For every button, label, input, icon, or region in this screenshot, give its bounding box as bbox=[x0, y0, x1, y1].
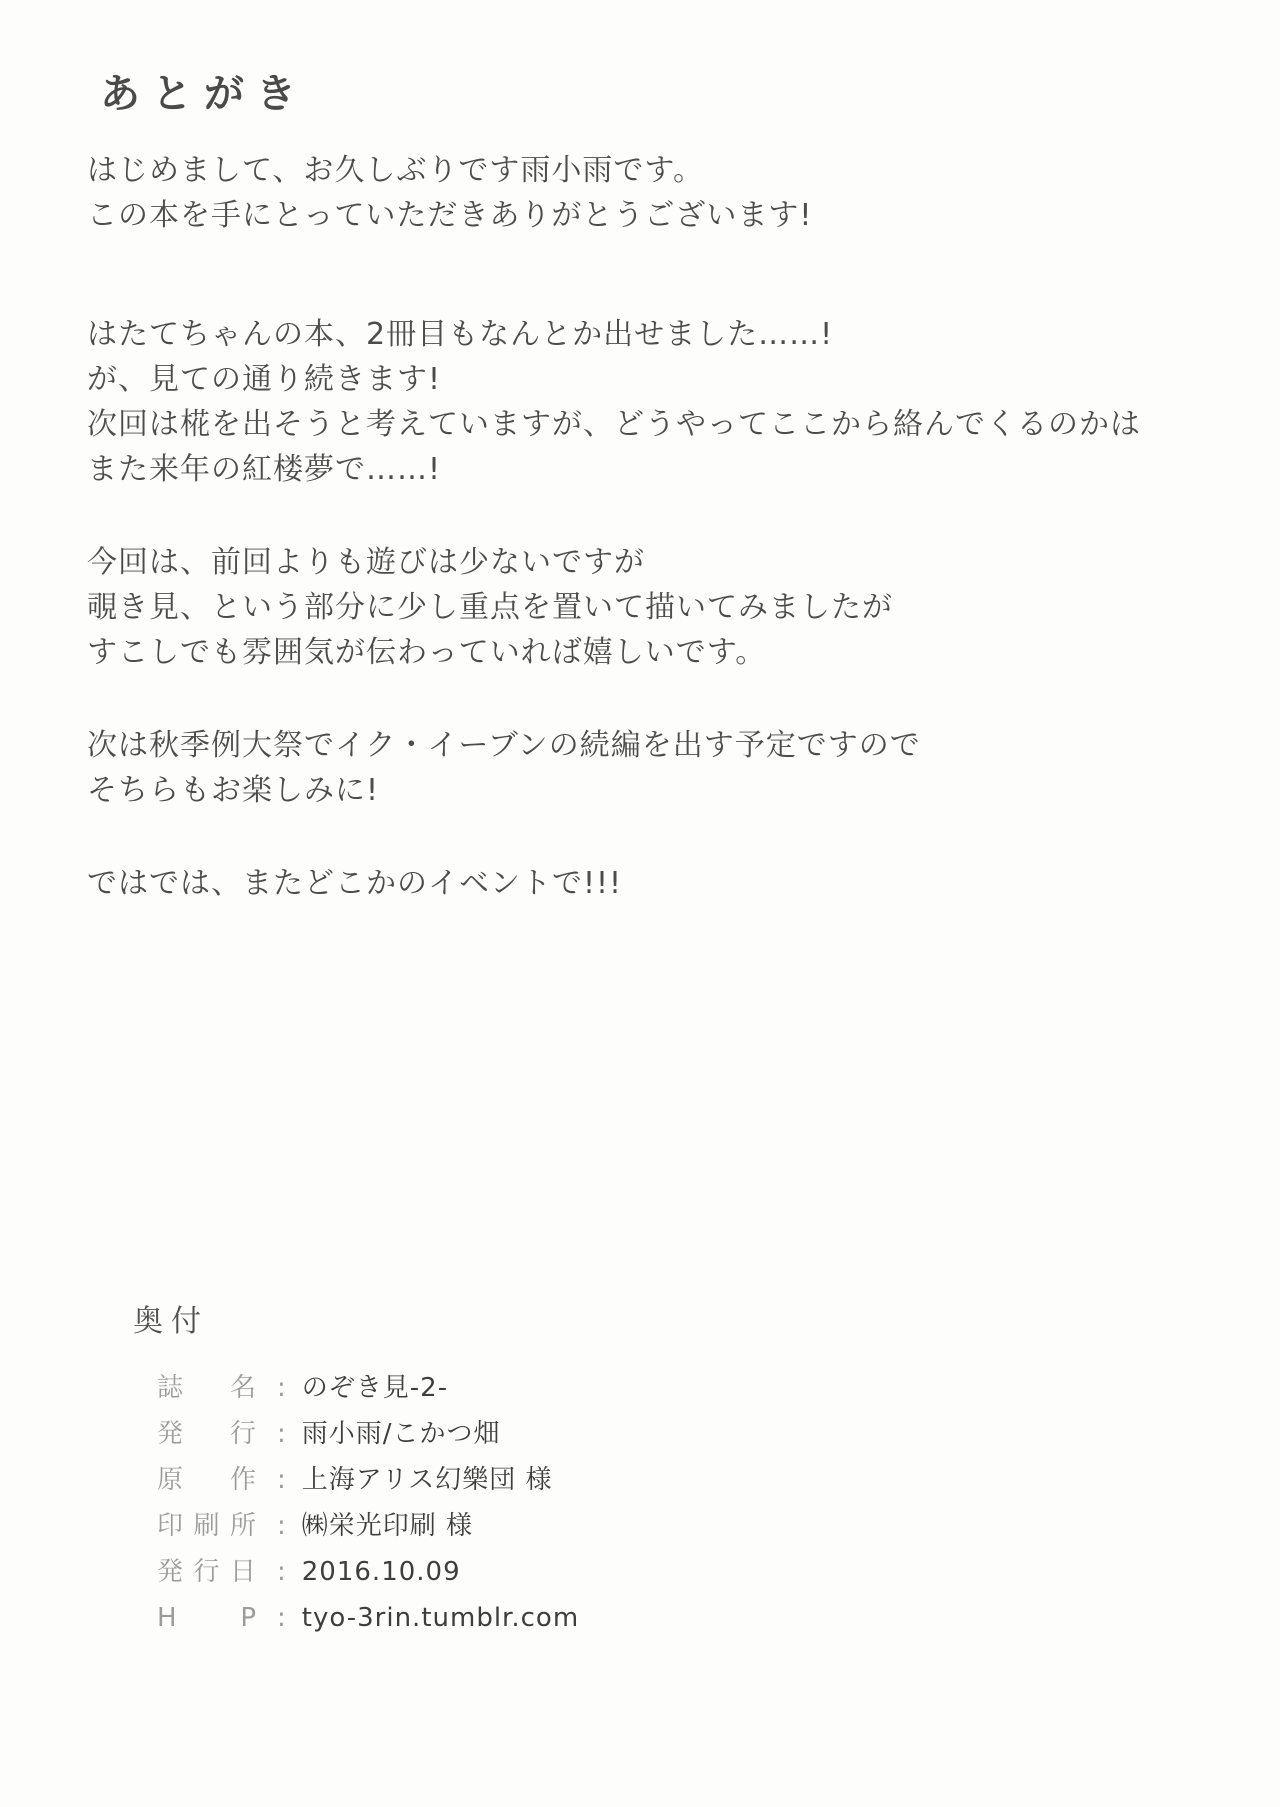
colophon-label: 発行日 bbox=[157, 1557, 257, 1587]
colophon-label: 原 作 bbox=[157, 1465, 257, 1495]
colophon-value: のぞき見-2- bbox=[301, 1373, 449, 1403]
paragraph-3 bbox=[87, 540, 1187, 675]
colophon-value: tyo-3rin.tumblr.com bbox=[301, 1603, 580, 1633]
colophon-row-5 bbox=[157, 1558, 579, 1586]
text-line: ではでは、またどこかのイベントで!!! bbox=[87, 866, 623, 901]
colophon-value: 上海アリス幻樂団 様 bbox=[301, 1465, 553, 1495]
paragraph-4 bbox=[87, 723, 1187, 813]
text-line: 次回は椛を出そうと考えていますが、どうやってここから絡んでくるのかは bbox=[87, 407, 1141, 442]
colophon-row-1 bbox=[157, 1374, 579, 1402]
colophon-label: H P bbox=[157, 1603, 257, 1633]
colophon-value: 雨小雨/こかつ畑 bbox=[301, 1419, 501, 1449]
colophon-row-4 bbox=[157, 1512, 579, 1540]
text-line: すこしでも雰囲気が伝わっていれば嬉しいです。 bbox=[87, 635, 767, 670]
colophon-value: 2016.10.09 bbox=[301, 1557, 461, 1587]
page-title: あとがき bbox=[100, 71, 308, 117]
colophon-separator: : bbox=[277, 1557, 286, 1587]
colophon-row-3 bbox=[157, 1466, 579, 1494]
text-line: この本を手にとっていただきありがとうございます! bbox=[87, 198, 813, 233]
colophon bbox=[133, 1296, 579, 1650]
colophon-separator: : bbox=[277, 1603, 286, 1633]
text-line: はじめまして、お久しぶりです雨小雨です。 bbox=[87, 153, 704, 188]
text-line: はたてちゃんの本、2冊目もなんとか出せました……! bbox=[87, 317, 834, 352]
colophon-value: ㈱栄光印刷 様 bbox=[301, 1511, 474, 1541]
colophon-label: 誌 名 bbox=[157, 1373, 257, 1403]
colophon-separator: : bbox=[277, 1511, 286, 1541]
text-line: が、見ての通り続きます! bbox=[87, 362, 442, 397]
paragraph-5 bbox=[87, 861, 1187, 906]
colophon-row-6 bbox=[157, 1604, 579, 1632]
text-line: 次は秋季例大祭でイク・イーブンの続編を出す予定ですので bbox=[87, 728, 921, 763]
colophon-rows bbox=[157, 1374, 579, 1632]
text-line: 今回は、前回よりも遊びは少ないですが bbox=[87, 545, 645, 580]
colophon-separator: : bbox=[277, 1465, 286, 1495]
colophon-label: 発 行 bbox=[157, 1419, 257, 1449]
colophon-separator: : bbox=[277, 1419, 286, 1449]
text-line: 覗き見、という部分に少し重点を置いて描いてみましたが bbox=[87, 590, 893, 625]
paragraph-1 bbox=[87, 148, 1187, 238]
afterword-body bbox=[87, 148, 1187, 954]
colophon-row-2 bbox=[157, 1420, 579, 1448]
paragraph-2 bbox=[87, 312, 1187, 492]
colophon-label: 印刷所 bbox=[157, 1511, 257, 1541]
colophon-separator: : bbox=[277, 1373, 286, 1403]
text-line: また来年の紅楼夢で……! bbox=[87, 452, 442, 487]
text-line: そちらもお楽しみに! bbox=[87, 773, 380, 808]
colophon-heading: 奥付 bbox=[133, 1304, 209, 1339]
